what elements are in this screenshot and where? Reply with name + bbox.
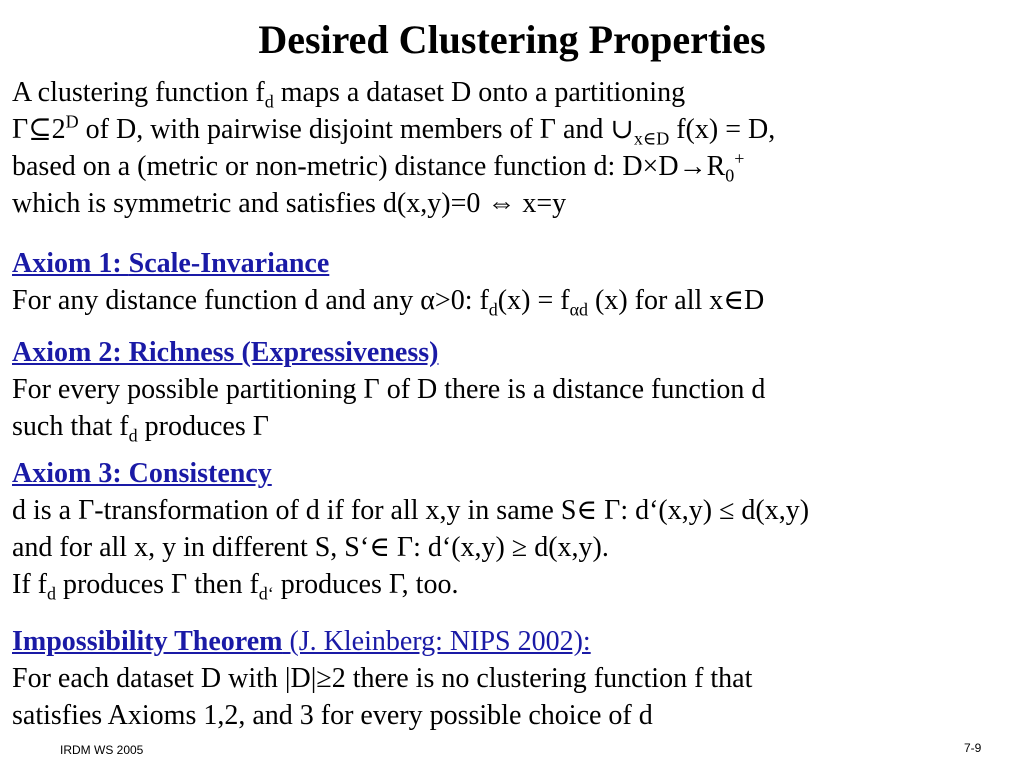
axiom-2-line-1: For every possible partitioning Γ of D there is a distance function d <box>12 374 766 405</box>
axiom-1-text: For any distance function d and any α>0: $f_d(x) = f_{\alpha d}$ (x) for all x∈D <box>12 285 765 320</box>
intro-line-2: $\Gamma⊆2^D$ of D, with pairwise disjoint members of Γ and $\cup_{x\in D}$ f(x) = D, <box>12 111 776 149</box>
axiom-3-line-3: If $f_d$ produces Γ then $f_{d‘}$ produces Γ, too. <box>12 569 459 604</box>
intro-line-1: A clustering function $f_d$ maps a dataset D onto a partitioning <box>12 77 686 112</box>
axiom-3-heading: Axiom 3: Consistency <box>12 458 272 489</box>
intro-line-4: which is symmetric and satisfies d(x,y)=0 ⇔ x=y <box>12 188 567 219</box>
footer-course-label: IRDM WS 2005 <box>60 743 144 757</box>
theorem-line-2: satisfies Axioms 1,2, and 3 for every possible choice of d <box>12 700 653 731</box>
axiom-3-line-2: and for all x, y in different S, S‘∈ Γ: d‘(x,y) ≥ d(x,y). <box>12 532 609 563</box>
axiom-3-block <box>12 455 1012 603</box>
axiom-2-block <box>12 334 1012 445</box>
axiom-1-block <box>12 245 1012 319</box>
axiom-3-line-1: d is a Γ-transformation of d if for all x,y in same S∈ Γ: d‘(x,y) ≤ d(x,y) <box>12 495 810 526</box>
intro-line-3: based on a (metric or non-metric) distance function d: $D\times D\to R_0^+$ <box>12 148 745 186</box>
slide-title: Desired Clustering Properties <box>258 17 766 62</box>
axiom-2-line-2: such that $f_d$ produces Γ <box>12 411 269 446</box>
page-number: 7-9 <box>964 741 982 755</box>
theorem-line-1: For each dataset D with |D|≥2 there is no clustering function f that <box>12 663 753 694</box>
intro-definition <box>12 74 1012 222</box>
theorem-heading: Impossibility Theorem (J. Kleinberg: NIPS 2002): <box>12 626 591 657</box>
axiom-2-heading: Axiom 2: Richness (Expressiveness) <box>12 337 439 368</box>
axiom-1-heading: Axiom 1: Scale-Invariance <box>12 248 330 279</box>
impossibility-theorem-block <box>12 623 1012 734</box>
